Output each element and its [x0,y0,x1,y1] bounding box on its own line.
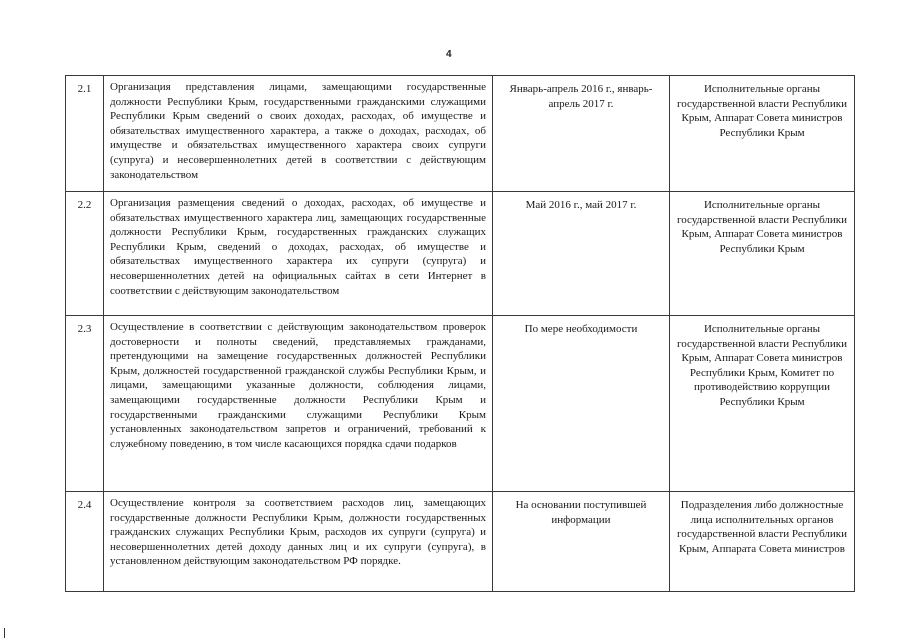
measure-text-cell [104,192,493,316]
measure-text: Осуществление контроля за соответствием расходов лиц, замещающих государственные должности Республики Крым, должности государственных гражданских служащих Республики Крым, расходов их супруги (супруга) и несовершеннолетних детей доходу данных лиц и их супруги (супруга), в установленном действующим законодательством РФ порядке. [110,497,486,568]
deadline-cell: Май 2016 г., май 2017 г. [493,192,670,316]
measure-text-cell [104,316,493,492]
measure-text-cell [104,76,493,192]
measures-table [65,75,855,592]
scan-edge-mark [4,628,5,638]
table-row [66,316,855,492]
measure-text-cell [104,492,493,592]
table-row [66,492,855,592]
row-number-cell: 2.2 [66,192,104,316]
executor-cell: Исполнительные органы государственной власти Республики Крым, Аппарат Совета министров Республики Крым [670,192,855,316]
measure-text: Организация представления лицами, замещающими государственные должности Республики Крым, государственными гражданскими служащими Республики Крым сведений о своих доходах, расходах, об имуществе и обязательствах имущественного характера, а также о доходах, расходах, об имуществе и обязательствах имущественного характера своих супруги (супруга) и несовершеннолетних детей в соответствии с действующим законодательством [110,81,486,181]
executor-cell: Исполнительные органы государственной власти Республики Крым, Аппарат Совета министров Республики Крым, Комитет по противодействию коррупции Республики Крым [670,316,855,492]
deadline-cell: По мере необходимости [493,316,670,492]
row-number-cell: 2.4 [66,492,104,592]
table-row [66,192,855,316]
deadline-cell: Январь-апрель 2016 г., январь-апрель 2017 г. [493,76,670,192]
page-number: 4 [446,49,452,60]
table-row [66,76,855,192]
measure-text: Организация размещения сведений о доходах, расходах, об имуществе и обязательствах имущественного характера лиц, замещающих государственные должности Республики Крым, государственных гражданских служащих Республики Крым, сведений о доходах, расходах, об имуществе и обязательствах имущественного характера их супруги (супруга) и несовершеннолетних детей на официальных сайтах в сети Интернет в соответствии с действующим законодательством [110,197,486,297]
row-number-cell: 2.1 [66,76,104,192]
executor-cell: Подразделения либо должностные лица исполнительных органов государственной власти Республики Крым, Аппарата Совета министров [670,492,855,592]
measure-text: Осуществление в соответствии с действующим законодательством проверок достоверности и полноты сведений, представляемых гражданами, претендующими на замещение государственных должностей Республики Крым, должностей государственной гражданской службы Республики Крым, и лицами, замещающими указанные должности, соблюдения лицами, замещающими государственные должности Республики Крым и государственными гражданскими служащими Республики Крым установленных законодательством запретов и ограничений, требований к служебному поведению, в том числе касающихся порядка сдачи подарков [110,321,486,450]
deadline-cell: На основании поступившей информации [493,492,670,592]
row-number-cell: 2.3 [66,316,104,492]
executor-cell: Исполнительные органы государственной власти Республики Крым, Аппарат Совета министров Республики Крым [670,76,855,192]
